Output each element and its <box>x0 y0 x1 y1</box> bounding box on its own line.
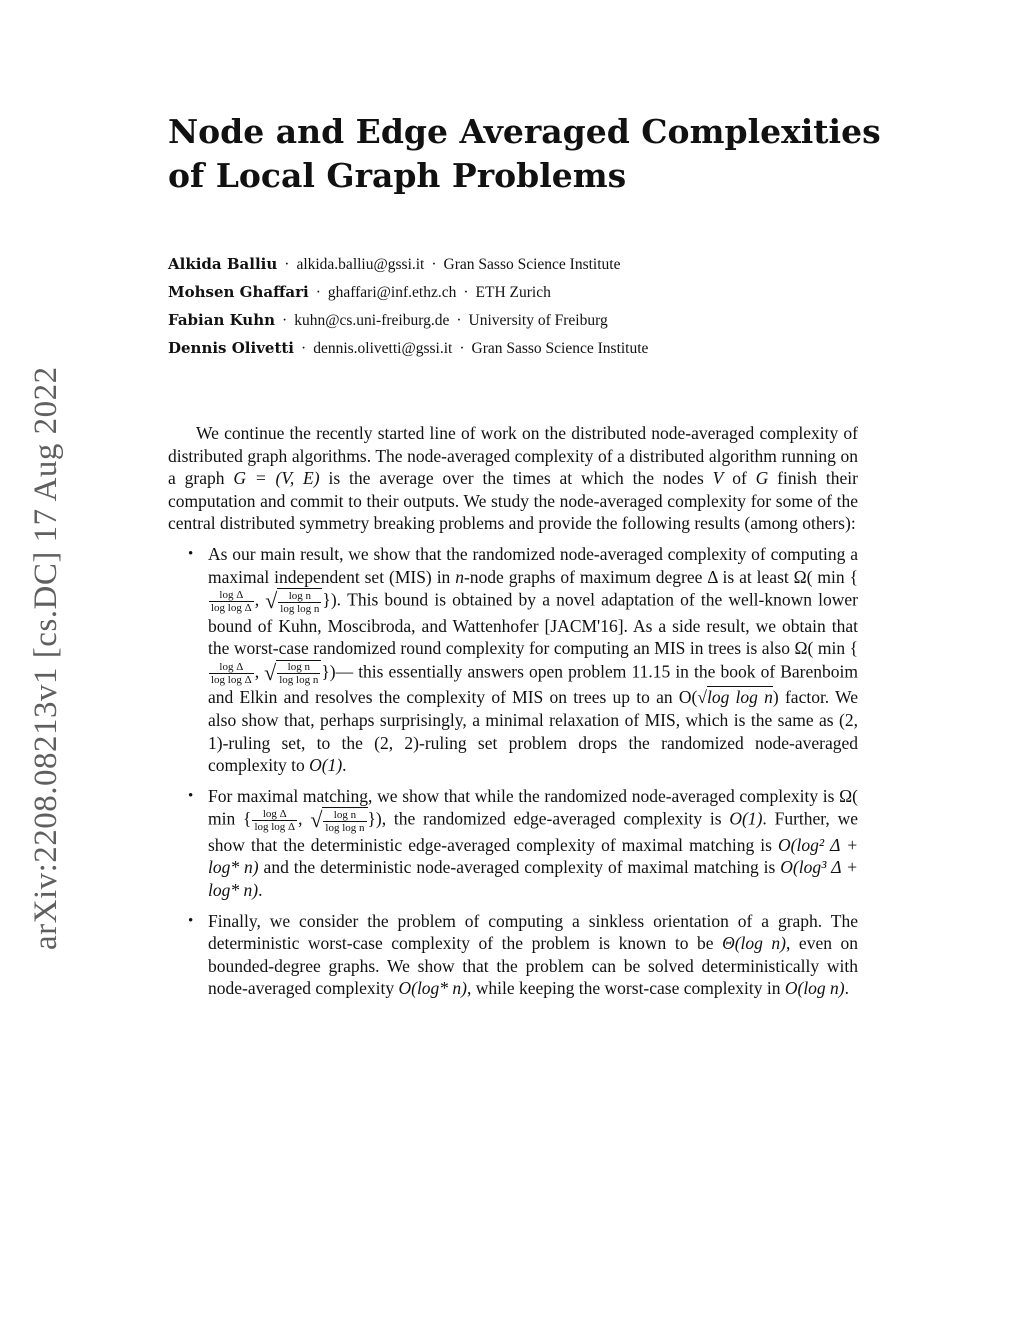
var-v: V <box>712 468 724 489</box>
author-entry <box>168 278 888 306</box>
title-line-2: of Local Graph Problems <box>168 156 627 195</box>
author-name: Fabian Kuhn <box>168 311 276 329</box>
author-name: Dennis Olivetti <box>168 339 295 357</box>
results-list <box>168 543 858 1000</box>
author-entry <box>168 250 888 278</box>
author-entry <box>168 306 888 334</box>
separator: · <box>463 284 469 301</box>
fraction-log-delta: $\frac{\text{log Δ}}{\text{log log Δ}}$ <box>211 588 252 614</box>
separator: · <box>459 340 465 357</box>
bullet-icon: • <box>188 545 194 562</box>
sqrt-loglog-n: log log n <box>706 687 773 708</box>
abstract-intro: We continue the recently started line of work on the distributed node-averaged complexity of distributed graph algorithms. The node-averaged complexity of a distributed algorithm running on a graph G = (V, E) is the average over the times at which the nodes V of G finish their computation and commit to their outputs. We study the node-averaged complexity for some of the central distributed symmetry breaking problems and provide the following results (among others): <box>168 423 858 534</box>
author-affiliation: Gran Sasso Science Institute <box>443 256 621 273</box>
bullet-icon: • <box>188 912 194 929</box>
fraction-log-delta: $\frac{\text{log Δ}}{\text{log log Δ}}$ <box>211 660 252 686</box>
author-affiliation: Gran Sasso Science Institute <box>471 340 649 357</box>
author-affiliation: University of Freiburg <box>468 312 608 329</box>
fraction-log-delta: $\frac{\text{log Δ}}{\text{log log Δ}}$ <box>254 808 296 834</box>
author-list <box>168 250 888 362</box>
author-email[interactable]: kuhn@cs.uni-freiburg.de <box>294 312 450 329</box>
separator: · <box>301 340 307 357</box>
separator: · <box>431 256 437 273</box>
author-name: Alkida Balliu <box>168 255 278 273</box>
arxiv-identifier: arXiv:2208.08213v1 [cs.DC] 17 Aug 2022 <box>28 366 64 950</box>
separator: · <box>284 256 290 273</box>
author-email[interactable]: alkida.balliu@gssi.it <box>296 256 425 273</box>
bullet-icon: • <box>188 787 194 804</box>
result-item-sinkless: • Finally, we consider the problem of computing a sinkless orientation of a graph. The deterministic worst-case complexity of the problem is known to be Θ(log n), even on bounded-degree graphs. We show that the problem can be solved deterministically with node-averaged complexity O(log* n), while keeping the worst-case complexity in O(log n). <box>188 910 859 999</box>
author-email[interactable]: dennis.olivetti@gssi.it <box>313 340 453 357</box>
sqrt-fraction-log-n: √ $\frac{\text{log n}}{\text{log log n}}$ <box>264 660 321 686</box>
author-affiliation: ETH Zurich <box>475 284 551 301</box>
abstract <box>168 422 858 1008</box>
result-item-mis: • As our main result, we show that the randomized node-averaged complexity of computing a maximal independent set (MIS) in n-node graphs of maximum degree Δ is at least Ω( min { $\frac{\text{log Δ}}{\text{log log Δ}}$ , √ $\frac{\text{log n}}{\text{log log n}}$ }). This bound is obtained by a novel adaptation of the well-known lower bound of Kuhn, Moscibroda, and Wattenhofer [JACM'16]. As a side result, we obtain that the worst-case randomized round complexity for computing an MIS in trees is also Ω( min { $\frac{\text{log Δ}}{\text{log log Δ}}$ , √ $\frac{\text{log n}}{\text{log log n}}$ })— this essentially answers open problem 11.15 in the book of Barenboim and Elkin and resolves the complexity of MIS on trees up to an O(√log log n) factor. We also show that, perhaps surprisingly, a minimal relaxation of MIS, which is the same as (2, 1)-ruling set, to the (2, 2)-ruling set problem drops the randomized node-averaged complexity to O(1). <box>188 543 859 776</box>
sqrt-fraction-log-n: √ $\frac{\text{log n}}{\text{log log n}}$ <box>265 588 322 614</box>
author-entry <box>168 334 888 362</box>
author-email[interactable]: ghaffari@inf.ethz.ch <box>327 284 457 301</box>
author-name: Mohsen Ghaffari <box>168 283 309 301</box>
sqrt-fraction-log-n: √ $\frac{\text{log n}}{\text{log log n}}$ <box>310 807 367 833</box>
var-g: G <box>755 468 769 489</box>
separator: · <box>315 284 321 301</box>
separator: · <box>282 312 288 329</box>
paper-title <box>168 110 888 198</box>
separator: · <box>456 312 462 329</box>
graph-definition: G = (V, E) <box>233 468 320 489</box>
result-item-matching: • For maximal matching, we show that while the randomized node-averaged complexity is Ω( min { $\frac{\text{log Δ}}{\text{log log Δ}}$ , √ $\frac{\text{log n}}{\text{log log n}}$ }), the randomized edge-averaged complexity is O(1). Further, we show that the deterministic edge-averaged complexity of maximal matching is O(log² Δ + log* n) and the deterministic node-averaged complexity of maximal matching is O(log³ Δ + log* n). <box>188 785 859 900</box>
title-line-1: Node and Edge Averaged Complexities <box>168 112 881 151</box>
